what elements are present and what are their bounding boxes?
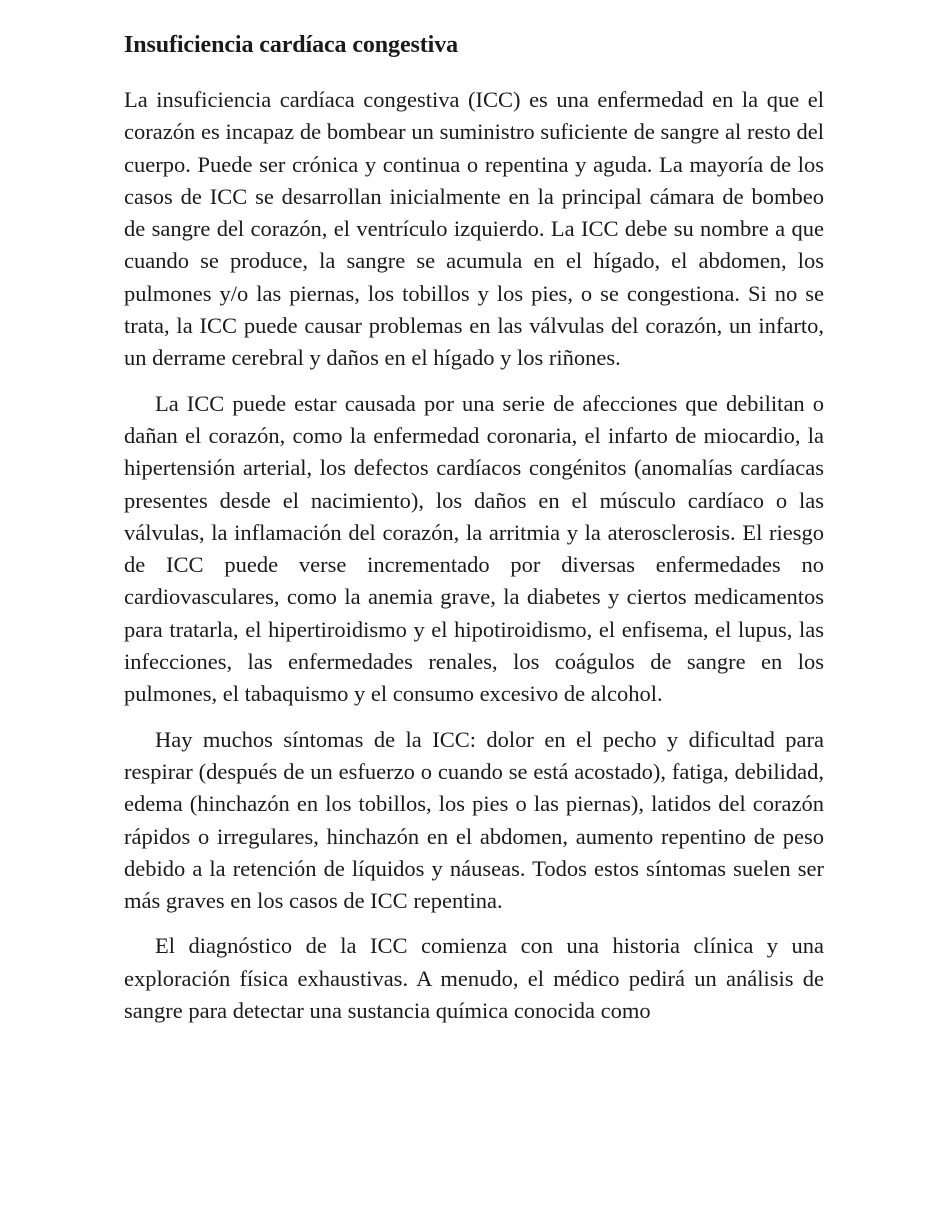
paragraph-causes: La ICC puede estar causada por una serie de afecciones que debilitan o dañan el corazón, como la enfermedad coronaria, el infarto de miocardio, la hipertensión arterial, los defectos cardíacos congénitos (anomalías cardíacas presentes desde el nacimiento), los daños en el músculo cardíaco o las válvulas, la inflamación del corazón, la arritmia y la aterosclerosis. El riesgo de ICC puede verse incrementado por diversas enfermedades no cardiovasculares, como la anemia grave, la diabetes y ciertos medicamentos para tratarla, el hipertiroidismo y el hipotiroidismo, el enfisema, el lupus, las infecciones, las enfermedades renales, los coágulos de sangre en los pulmones, el tabaquismo y el consumo excesivo de alcohol.: [124, 390, 824, 707]
paragraph-definition: La insuficiencia cardíaca congestiva (ICC) es una enfermedad en la que el corazón es incapaz de bombear un suministro suficiente de sangre al resto del cuerpo. Puede ser crónica y continua o repentina y aguda. La mayoría de los casos de ICC se desarrollan inicialmente en la principal cámara de bombeo de sangre del corazón, el ventrículo izquierdo. La ICC debe su nombre a que cuando se produce, la sangre se acumula en el hígado, el abdomen, los pulmones y/o las piernas, los tobillos y los pies, o se congestiona. Si no se trata, la ICC puede causar problemas en las válvulas del corazón, un infarto, un derrame cerebral y daños en el hígado y los riñones.: [124, 87, 824, 371]
section-heading: Insuficiencia cardíaca congestiva: [124, 32, 459, 58]
paragraph-diagnosis: El diagnóstico de la ICC comienza con una historia clínica y una exploración física exhaustivas. A menudo, el médico pedirá un análisis de sangre para detectar una sustancia química conocida como: [124, 933, 824, 1024]
document-page: [124, 28, 824, 1040]
paragraph-symptoms: Hay muchos síntomas de la ICC: dolor en el pecho y dificultad para respirar (después de un esfuerzo o cuando se está acostado), fatiga, debilidad, edema (hinchazón en los tobillos, los pies o las piernas), latidos del corazón rápidos o irregulares, hinchazón en el abdomen, aumento repentino de peso debido a la retención de líquidos y náuseas. Todos estos síntomas suelen ser más graves en los casos de ICC repentina.: [124, 726, 824, 914]
